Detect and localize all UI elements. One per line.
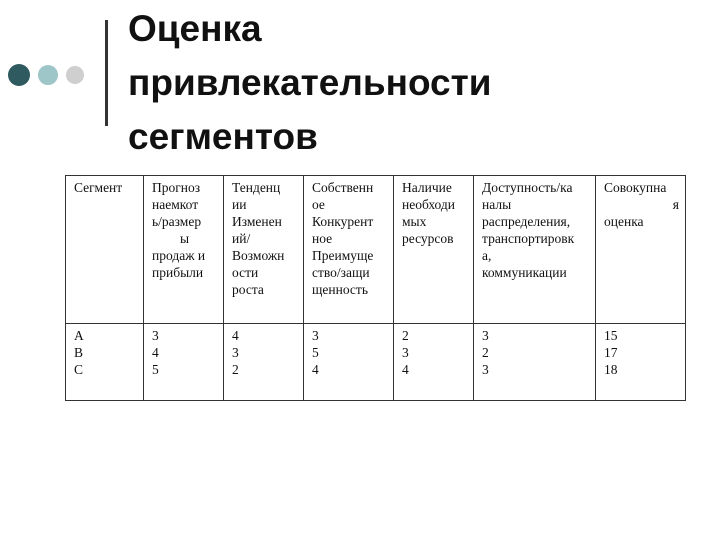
cell-value: 3 [152, 328, 159, 343]
cell-value: 4 [152, 345, 159, 360]
cell-value: A [74, 328, 84, 343]
header-segment [66, 176, 144, 324]
header-text: Возможн [232, 248, 285, 263]
header-text: прибыли [152, 265, 204, 280]
header-text: ресурсов [402, 231, 454, 246]
cell-value: 3 [232, 345, 239, 360]
decor-dot-dark [8, 64, 30, 86]
cell-value: 4 [312, 362, 319, 377]
cell-value: 4 [402, 362, 409, 377]
header-forecast [144, 176, 224, 324]
title-line: Оценка [128, 8, 262, 49]
cell-value: 15 [604, 328, 618, 343]
header-text: транспортировк [482, 231, 575, 246]
header-text: Доступность/ка [482, 180, 573, 195]
table-cell [304, 324, 394, 401]
cell-value: B [74, 345, 84, 360]
decor-dot-teal [38, 65, 58, 85]
table-cell [474, 324, 596, 401]
header-text: Тенденц [232, 180, 281, 195]
header-text: а, [482, 248, 492, 263]
header-text: оценка [604, 214, 644, 229]
header-text: Собственн [312, 180, 374, 195]
cell-value: C [74, 362, 84, 377]
header-text: коммуникации [482, 265, 567, 280]
header-text: Наличие [402, 180, 452, 195]
cell-value: 3 [482, 362, 489, 377]
header-text: я [672, 197, 679, 212]
table-cell [596, 324, 686, 401]
header-competitive-advantage [304, 176, 394, 324]
slide-title [128, 2, 688, 164]
header-text: распределения, [482, 214, 571, 229]
header-text: Прогноз [152, 180, 201, 195]
cell-value: 3 [312, 328, 319, 343]
header-trends [224, 176, 304, 324]
table-row [66, 324, 686, 401]
table-cell [144, 324, 224, 401]
cell-value: 17 [604, 345, 618, 360]
header-text: роста [232, 282, 264, 297]
decor-dot-gray [66, 66, 84, 84]
header-text: ий/ [232, 231, 251, 246]
header-text: ь/размер [152, 214, 202, 229]
header-text: ство/защи [312, 265, 370, 280]
header-text: наемкот [152, 197, 199, 212]
header-accessibility [474, 176, 596, 324]
header-text: Совокупна [604, 180, 667, 195]
header-resources [394, 176, 474, 324]
header-text: Сегмент [74, 180, 123, 195]
segment-table [65, 175, 686, 401]
header-text: ости [232, 265, 259, 280]
cell-value: 2 [482, 345, 489, 360]
title-divider [105, 20, 108, 126]
cell-value: 4 [232, 328, 239, 343]
cell-value: 18 [604, 362, 618, 377]
header-text: ное [312, 231, 333, 246]
table-header-row [66, 176, 686, 324]
cell-value: 2 [232, 362, 239, 377]
header-total-score [596, 176, 686, 324]
cell-value: 5 [152, 362, 159, 377]
title-line: сегментов [128, 116, 318, 157]
table-cell [224, 324, 304, 401]
header-text: необходи [402, 197, 456, 212]
cell-value: 5 [312, 345, 319, 360]
header-text: ы [179, 231, 190, 246]
header-text: ии [232, 197, 247, 212]
header-text: мых [402, 214, 427, 229]
table-cell [66, 324, 144, 401]
header-text: Конкурент [312, 214, 374, 229]
cell-value: 2 [402, 328, 409, 343]
title-line: привлекательности [128, 62, 492, 103]
header-text: щенность [312, 282, 368, 297]
header-text: Изменен [232, 214, 282, 229]
cell-value: 3 [402, 345, 409, 360]
header-text: продаж и [152, 248, 206, 263]
header-text: Преимуще [312, 248, 374, 263]
header-text: налы [482, 197, 512, 212]
header-text: ое [312, 197, 325, 212]
table-cell [394, 324, 474, 401]
cell-value: 3 [482, 328, 489, 343]
